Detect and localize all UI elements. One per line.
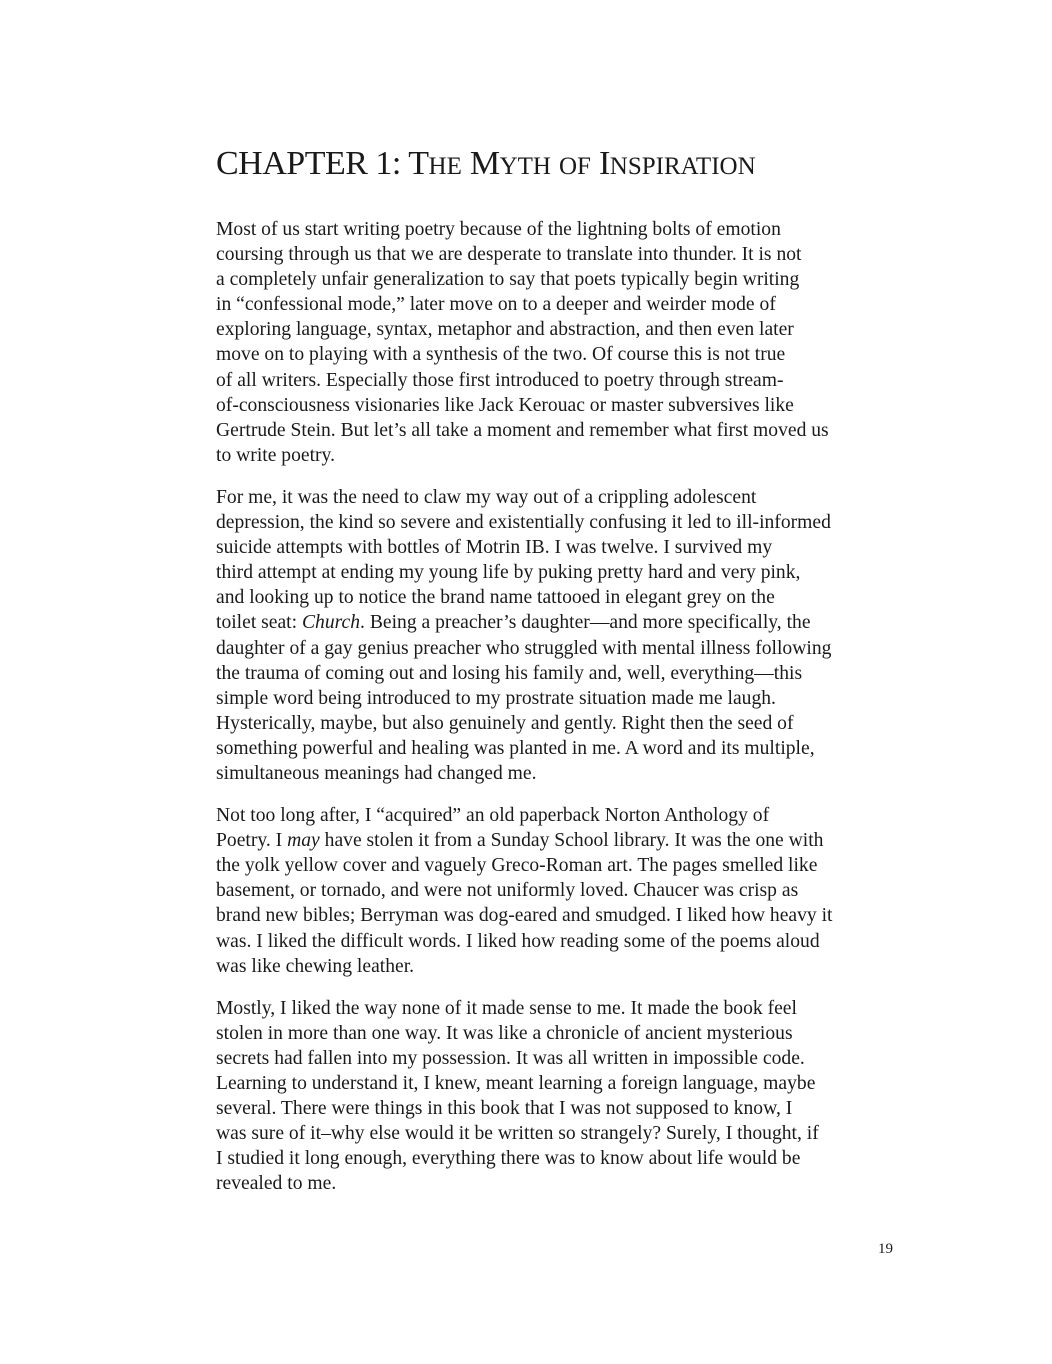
- text-line: basement, or tornado, and were not uniformly loved. Chaucer was crisp as: [216, 880, 799, 902]
- italic-word-church: Church: [301, 612, 361, 634]
- chapter-title-text: THE MYTH OF INSPIRATION: [408, 145, 756, 182]
- text-line: Most of us start writing poetry because of the lightning bolts of emotion: [216, 219, 781, 240]
- text-line: and looking up to notice the brand name tattooed in elegant grey on the: [216, 587, 775, 609]
- italic-word-may: may: [287, 830, 320, 852]
- text-line: depression, the kind so severe and existentially confusing it led to ill-informed: [216, 512, 831, 534]
- chapter-title: [216, 142, 756, 189]
- chapter-label: CHAPTER 1:: [216, 145, 401, 182]
- text-line: Hysterically, maybe, but also genuinely and gently. Right then the seed of: [216, 712, 794, 734]
- text-line: For me, it was the need to claw my way out of a crippling adolescent: [216, 486, 757, 508]
- paragraph-1: [216, 217, 906, 468]
- text-line: coursing through us that we are desperate to translate into thunder. It is not: [216, 244, 802, 266]
- text-line: to write poetry.: [216, 444, 335, 466]
- text-line-with-italic: toilet seat: Church. Being a preacher’s daughter—and more specifically, the: [216, 612, 811, 634]
- text-line: was like chewing leather.: [216, 955, 415, 977]
- text-line: Not too long after, I “acquired” an old paperback Norton Anthology of: [216, 805, 770, 827]
- paragraph-2: [216, 485, 906, 786]
- text-line: secrets had fallen into my possession. It was all written in impossible code.: [216, 1047, 805, 1069]
- text-line: several. There were things in this book that I was not supposed to know, I: [216, 1098, 793, 1120]
- text-line: the yolk yellow cover and vaguely Greco-Roman art. The pages smelled like: [216, 855, 818, 877]
- text-line: stolen in more than one way. It was like a chronicle of ancient mysterious: [216, 1022, 793, 1044]
- text-line: third attempt at ending my young life by puking pretty hard and very pink,: [216, 562, 801, 584]
- page-number: 19: [878, 1241, 893, 1257]
- text-line: simple word being introduced to my prostrate situation made me laugh.: [216, 687, 776, 709]
- text-line: Mostly, I liked the way none of it made sense to me. It made the book feel: [216, 997, 797, 1019]
- text-line: the trauma of coming out and losing his family and, well, everything—this: [216, 662, 803, 684]
- text-line: simultaneous meanings had changed me.: [216, 762, 537, 784]
- text-line: of-consciousness visionaries like Jack Kerouac or master subversives like: [216, 394, 794, 416]
- text-line: something powerful and healing was planted in me. A word and its multiple,: [216, 737, 815, 759]
- text-line: revealed to me.: [216, 1173, 337, 1195]
- paragraph-4: [216, 996, 906, 1197]
- text-line: a completely unfair generalization to say that poets typically begin writing: [216, 269, 800, 291]
- text-line: Gertrude Stein. But let’s all take a moment and remember what first moved us: [216, 419, 829, 441]
- text-line: exploring language, syntax, metaphor and abstraction, and then even later: [216, 319, 794, 341]
- text-line: I studied it long enough, everything there was to know about life would be: [216, 1148, 801, 1170]
- text-line: of all writers. Especially those first introduced to poetry through stream-: [216, 369, 784, 391]
- text-line: move on to playing with a synthesis of the two. Of course this is not true: [216, 344, 786, 366]
- text-line: was. I liked the difficult words. I liked how reading some of the poems aloud: [216, 930, 820, 952]
- text-line: daughter of a gay genius preacher who struggled with mental illness following: [216, 637, 832, 659]
- text-line-with-italic: Poetry. I may have stolen it from a Sunday School library. It was the one with: [216, 830, 824, 852]
- text-line: in “confessional mode,” later move on to a deeper and weirder mode of: [216, 294, 776, 316]
- text-line: suicide attempts with bottles of Motrin IB. I was twelve. I survived my: [216, 537, 773, 559]
- chapter-body: [216, 217, 906, 1213]
- paragraph-3: [216, 803, 906, 979]
- text-line: was sure of it–why else would it be written so strangely? Surely, I thought, if: [216, 1123, 819, 1145]
- text-line: Learning to understand it, I knew, meant learning a foreign language, maybe: [216, 1073, 816, 1094]
- text-line: brand new bibles; Berryman was dog-eared and smudged. I liked how heavy it: [216, 905, 833, 927]
